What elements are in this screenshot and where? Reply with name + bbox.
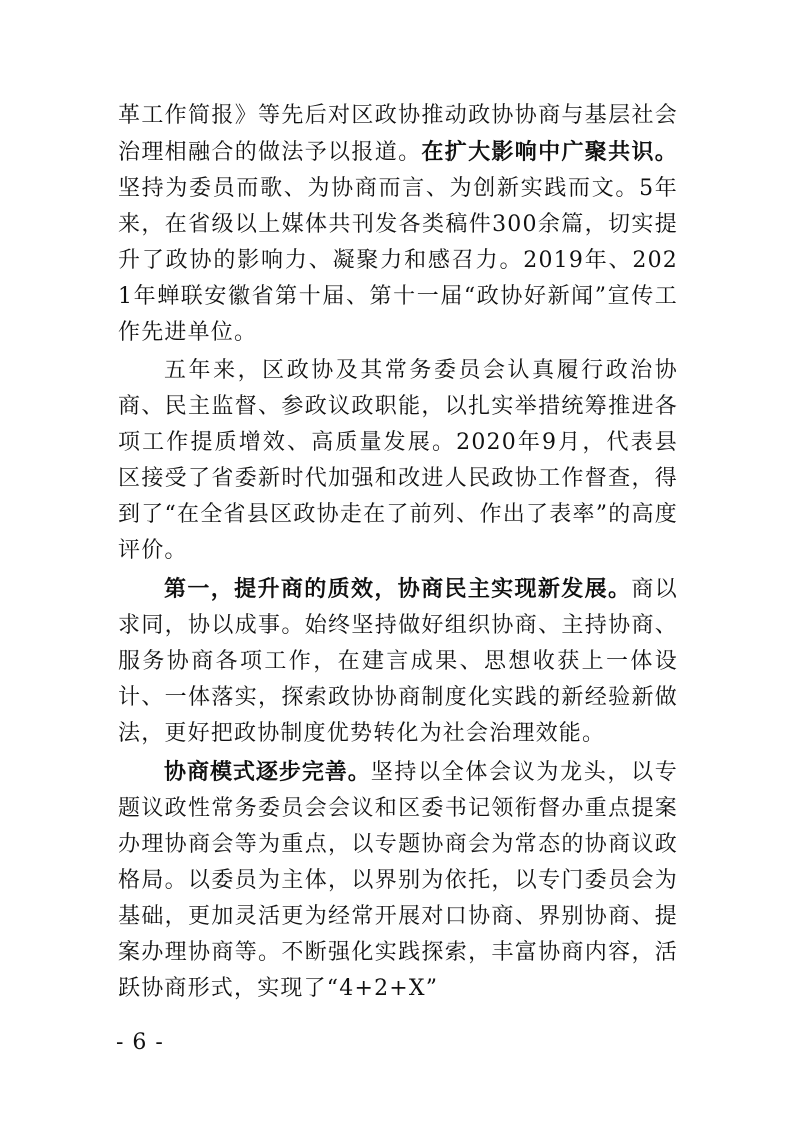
page-number: - 6 -: [116, 1030, 164, 1055]
paragraph-3: [118, 571, 678, 752]
paragraph-1: [118, 98, 678, 351]
paragraph-3-text: 商以求同，协以成事。始终坚持做好组织协商、主持协商、服务协商各项工作，在建言成果、思想收获上一体设计、一体落实，探索政协协商制度化实践的新经验新做法，更好把政协制度优势转化为社会治理效能。: [118, 577, 678, 746]
paragraph-4-text: 坚持以全体会议为龙头，以专题议政性常务委员会会议和区委书记领衔督办重点提案办理协商会等为重点，以专题协商会为常态的协商议政格局。以委员为主体，以界别为依托，以专门委员会为基础，更加灵活更为经常开展对口协商、界别协商、提案办理协商等。不断强化实践探索，丰富协商内容，活跃协商形式，实现了“4+2+X”: [118, 760, 678, 1001]
paragraph-3-bold-heading: 第一，提升商的质效，协商民主实现新发展。: [164, 576, 632, 602]
paragraph-2: [118, 353, 678, 569]
paragraph-1-text-a: 革工作简报》等先后对区政协推动政协协商与基层社会治理相融合的做法予以报道。: [118, 103, 678, 165]
paragraph-1-bold-heading: 在扩大影响中广聚共识。: [421, 139, 678, 165]
paragraph-1-text-b: 坚持为委员而歌、为协商而言、为创新实践而文。5年来，在省级以上媒体共刊发各类稿件300余篇，切实提升了政协的影响力、凝聚力和感召力。2019年、2021年蝉联安徽省第十届、第十一届“政协好新闻”宣传工作先进单位。: [118, 176, 678, 345]
document-body: [118, 98, 678, 1007]
paragraph-4-subheading: 协商模式逐步完善。: [164, 759, 371, 785]
paragraph-4: [118, 754, 678, 1007]
paragraph-2-text: 五年来，区政协及其常务委员会认真履行政治协商、民主监督、参政议政职能，以扎实举措统筹推进各项工作提质增效、高质量发展。2020年9月，代表县区接受了省委新时代加强和改进人民政协工作督查，得到了“在全省县区政协走在了前列、作出了表率”的高度评价。: [118, 358, 678, 563]
